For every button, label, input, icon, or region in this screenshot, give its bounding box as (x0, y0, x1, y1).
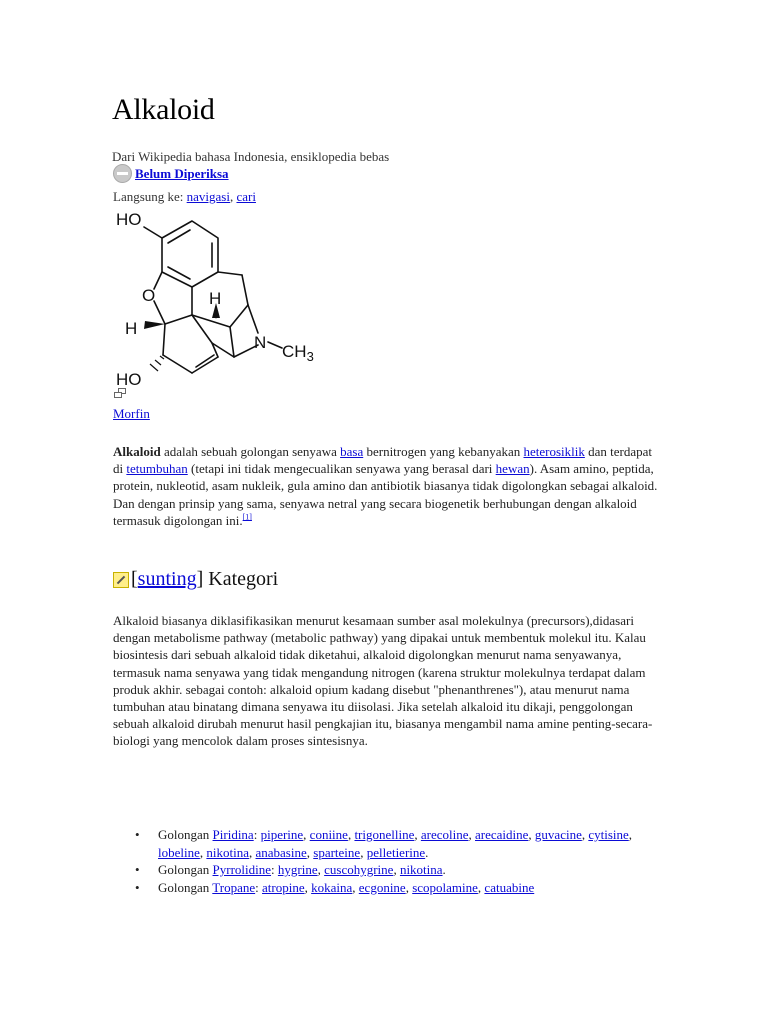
text: (tetapi ini tidak mengecualikan senyawa yang berasal dari (187, 461, 496, 477)
compound-link[interactable]: piperine (260, 827, 304, 842)
search-link[interactable]: cari (236, 189, 256, 204)
compound-link[interactable]: atropine (262, 879, 305, 895)
alkaloid-group-list (113, 826, 673, 896)
bond (242, 275, 248, 305)
wedge-bond (144, 321, 165, 329)
category-paragraph: Alkaloid biasanya diklasifikasikan menurut kesamaan sumber asal molekulnya (precursors),didasari dengan metabolisme pathway (metabolic pathway) yang dipakai untuk membentuk molekul itu. Kalau biosintesis dari sebuah alkaloid tidak diketahui, alkaloid digolongkan menurut nama senyawanya, termasuk nama senyawa yang tidak mengandung nitrogen (karena struktur molekulnya terdapat dalam produk akhir. sebagai contoh: alkaloid opium kadang disebut "phenanthrenes"), atau menurut nama tumbuhan atau binatang dimana senyawa itu diisolasi. Jika setelah alkaloid itu dikaji, penggolongan sebuah alkaloid dirubah menurut hasil pengkajian itu, biasanya mengambil nama amine penting-secara-biologi yang mencolok dalam proses sintesisnya. (113, 613, 653, 749)
group-link[interactable]: Piridina (212, 827, 254, 842)
compound-link[interactable]: coniine (309, 827, 348, 842)
compound-link[interactable]: kokaina (311, 879, 353, 895)
compound-link[interactable]: nikotina (206, 844, 249, 860)
link-hewan[interactable]: hewan (495, 461, 530, 477)
compound-link[interactable]: scopolamine (412, 879, 478, 895)
bond (230, 327, 234, 357)
intro-paragraph (113, 443, 658, 529)
label-hydrogen-left: H (125, 319, 138, 338)
magnify-icon[interactable] (114, 388, 126, 398)
group-prefix: Golongan (158, 862, 213, 877)
bond (230, 305, 248, 327)
bond (192, 315, 212, 343)
reference-link[interactable]: [1] (242, 512, 252, 522)
bond (192, 357, 218, 373)
label-nitrogen: N (254, 333, 267, 352)
bond (268, 342, 282, 348)
text: bernitrogen yang kebanyakan (363, 444, 524, 459)
hashed-bond (150, 356, 164, 371)
compound-link[interactable]: lobeline (158, 844, 200, 860)
label-hydroxyl-top: HO (116, 210, 142, 229)
compound-link[interactable]: arecaidine (475, 827, 529, 842)
text: dan terdapat di (113, 444, 653, 477)
label-oxygen: O (142, 286, 156, 305)
list-item: • Golongan Piridina: piperine, coniine, trigonelline, arecoline, arecaidine, guvacine, cytisine, lobeline, nikotina, anabasine, sparteine, pelletierine. (113, 826, 673, 861)
bracket: ] (196, 568, 204, 590)
page-title: Alkaloid (112, 93, 215, 126)
compound-link[interactable]: pelletierine (366, 844, 426, 860)
link-heterosiklik[interactable]: heterosiklik (523, 444, 585, 459)
section-title: Kategori (203, 568, 279, 590)
compound-link[interactable]: cytisine (588, 827, 629, 842)
group-prefix: Golongan (158, 827, 213, 842)
bond (144, 227, 162, 238)
site-tagline: Dari Wikipedia bahasa Indonesia, ensiklopedia bebas (112, 149, 390, 164)
section-heading (113, 568, 278, 591)
pencil-icon (113, 572, 129, 588)
compound-link[interactable]: arecoline (420, 827, 469, 842)
bond (163, 324, 165, 355)
compound-link[interactable]: hygrine (277, 862, 318, 877)
bond (154, 301, 165, 324)
link-basa[interactable]: basa (340, 444, 364, 459)
jump-label: Langsung ke: (113, 189, 184, 204)
compound-link[interactable]: trigonelline (354, 827, 415, 842)
group-link[interactable]: Pyrrolidine (212, 862, 272, 877)
compound-link[interactable]: catuabine (484, 879, 535, 895)
jump-to-links (113, 189, 256, 205)
compound-link[interactable]: anabasine (255, 844, 307, 860)
bond (192, 315, 230, 327)
label-hydrogen-center: H (209, 289, 222, 308)
compound-link[interactable]: cuscohygrine (324, 862, 394, 877)
label-methyl: $CH_3$ (282, 342, 314, 364)
compound-link[interactable]: ecgonine (358, 879, 406, 895)
compound-link[interactable]: nikotina (399, 862, 443, 877)
group-prefix: Golongan (158, 879, 213, 895)
edit-section-link[interactable]: sunting (137, 568, 197, 590)
text: ). Asam amino, peptida, protein, nukleotid, asam nukleik, gula amino dan antibiotik biasanya tidak digolongkan sebagai alkaloid. Dan dengan prinsip yang sama, senyawa netral yang secara biogenetik berhubungan dengan alkaloid termasuk digolongan ini. (113, 461, 658, 528)
list-item: • Golongan Pyrrolidine: hygrine, cuscohygrine, nikotina. (113, 861, 673, 879)
label-hydroxyl-bottom: HO (116, 370, 142, 385)
bond (248, 305, 258, 333)
image-caption-link[interactable]: Morfin (113, 406, 150, 421)
compound-link[interactable]: guvacine (534, 827, 582, 842)
review-status-link[interactable]: Belum Diperiksa (135, 165, 229, 181)
bond (165, 315, 192, 324)
morphine-structure-image[interactable] (108, 205, 323, 385)
bond (163, 355, 192, 373)
compound-link[interactable]: sparteine (313, 844, 361, 860)
review-flag (113, 164, 229, 183)
jump-separator: , (229, 189, 234, 204)
list-item: • Golongan Tropane: atropine, kokaina, ecgonine, scopolamine, catuabine (113, 879, 673, 897)
group-link[interactable]: Tropane (212, 879, 256, 895)
bond (218, 272, 242, 275)
bracket: [ (131, 568, 138, 590)
navigation-link[interactable]: navigasi (186, 189, 230, 204)
term-bold: Alkaloid (113, 444, 161, 459)
text: adalah sebuah golongan senyawa (160, 444, 341, 459)
link-tetumbuhan[interactable]: tetumbuhan (126, 461, 188, 477)
unreviewed-icon (113, 164, 132, 183)
